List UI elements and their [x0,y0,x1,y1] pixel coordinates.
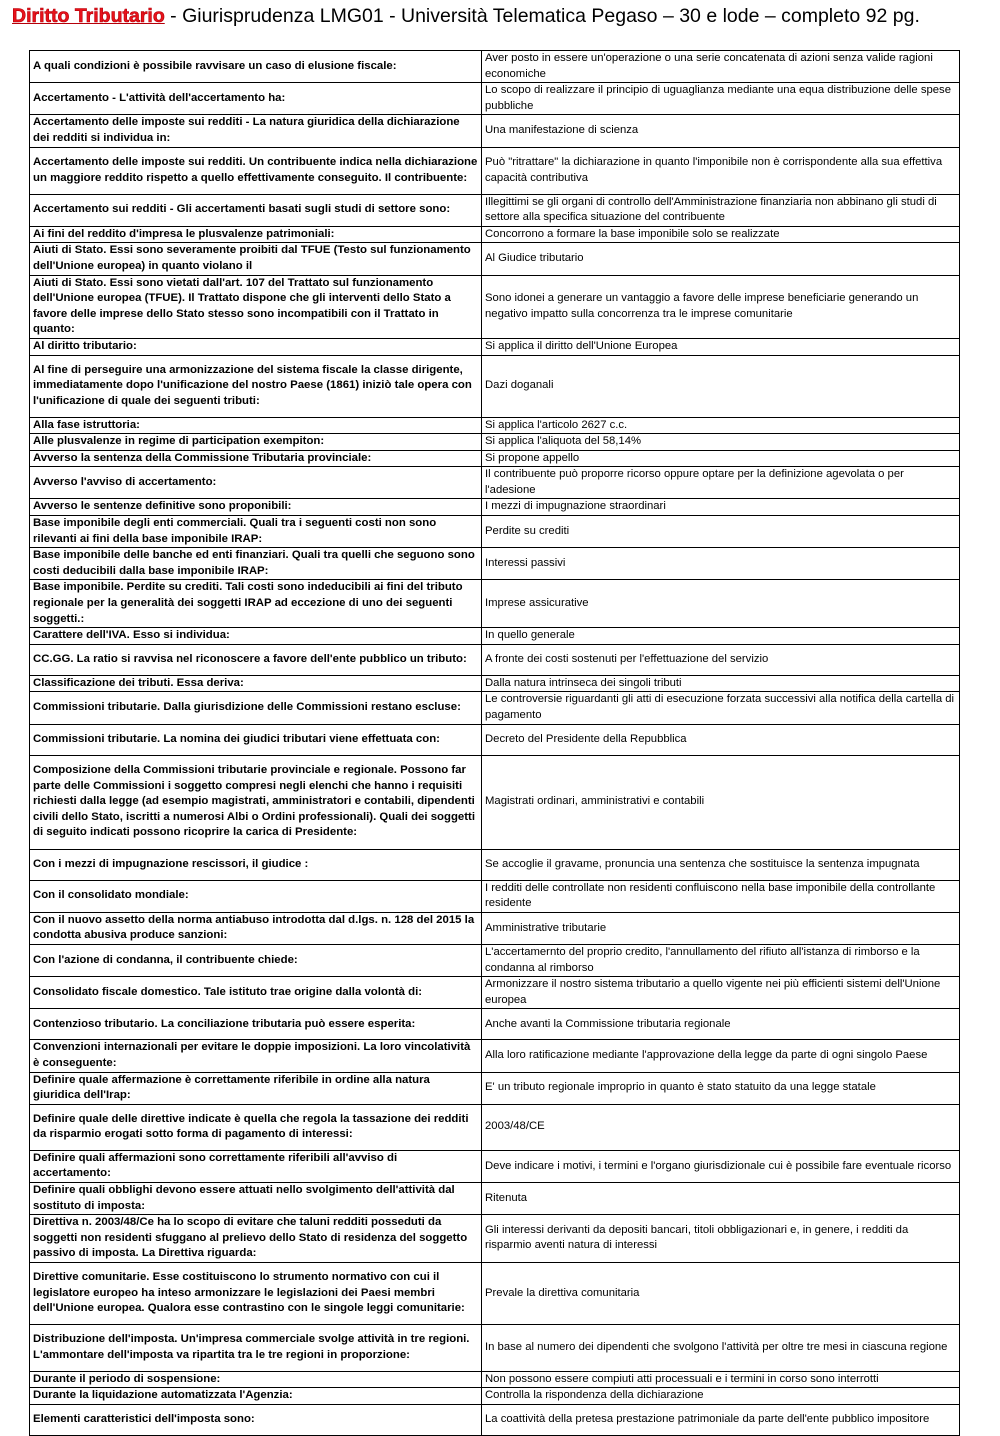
answer-cell: Decreto del Presidente della Repubblica [482,724,960,755]
answer-cell: Le controversie riguardanti gli atti di esecuzione forzata successivi alla notifica della cartella di pagamento [482,692,960,724]
table-row [30,880,960,912]
answer-cell: Aver posto in essere un'operazione o una serie concatenata di azioni senza valide ragioni economiche [482,51,960,83]
answer-cell: Si propone appello [482,450,960,467]
table-row [30,1150,960,1182]
table-row [30,516,960,548]
answer-cell: L'accertamernto del proprio credito, l'annullamento del rifiuto all'istanza di rimborso e la condanna al rimborso [482,944,960,976]
table-row [30,1371,960,1388]
table-row [30,226,960,243]
question-cell: Direttive comunitarie. Esse costituiscono lo strumento normativo con cui il legislatore europeo ha inteso armonizzare le legislazioni dei Paesi membri dell'Unione europea. Qualora esse contrastino con le singole leggi comunitarie: [30,1262,482,1324]
question-cell: Con il nuovo assetto della norma antiabuso introdotta dal d.lgs. n. 128 del 2015 la condotta abusiva produce sanzioni: [30,912,482,944]
table-row [30,1072,960,1104]
answer-cell: In quello generale [482,628,960,645]
question-cell: Al diritto tributario: [30,338,482,355]
question-cell: Avverso la sentenza della Commissione Tributaria provinciale: [30,450,482,467]
answer-cell: I redditi delle controllate non residenti confluiscono nella base imponibile della controllante residente [482,880,960,912]
question-cell: Avverso le sentenze definitive sono proponibili: [30,499,482,516]
table-row [30,692,960,724]
question-cell: Alle plusvalenze in regime di participation exempiton: [30,434,482,451]
table-row [30,1262,960,1324]
page-header [12,4,988,28]
question-cell: Aiuti di Stato. Essi sono severamente proibiti dal TFUE (Testo sul funzionamento dell'Unione europea) in quanto violano il [30,243,482,275]
table-row [30,580,960,628]
table-row [30,944,960,976]
answer-cell: Si applica il diritto dell'Unione Europea [482,338,960,355]
table-row [30,724,960,755]
table-row [30,849,960,880]
answer-cell: E' un tributo regionale improprio in quanto è stato statuito da una legge statale [482,1072,960,1104]
question-cell: CC.GG. La ratio si ravvisa nel riconoscere a favore dell'ente pubblico un tributo: [30,644,482,675]
question-cell: Base imponibile. Perdite su crediti. Tali costi sono indeducibili ai fini del tributo regionale per la generalità dei soggetti IRAP ad eccezione di uno dei seguenti soggetti.: [30,580,482,628]
answer-cell: Lo scopo di realizzare il principio di uguaglianza mediante una equa distribuzione delle spese pubbliche [482,83,960,115]
answer-cell: La coattività della pretesa prestazione patrimoniale da parte dell'ente pubblico impositore [482,1405,960,1436]
answer-cell: Magistrati ordinari, amministrativi e contabili [482,755,960,849]
question-cell: Al fine di perseguire una armonizzazione del sistema fiscale la classe dirigente, immediatamente dopo l'unificazione del nostro Paese (1861) iniziò tale opera con l'unificazione di quale dei seguenti tributi: [30,355,482,417]
table-row [30,51,960,83]
table-row [30,417,960,434]
answer-cell: Concorrono a formare la base imponibile solo se realizzate [482,226,960,243]
question-cell: Alla fase istruttoria: [30,417,482,434]
table-row [30,355,960,417]
question-cell: A quali condizioni è possibile ravvisare un caso di elusione fiscale: [30,51,482,83]
table-row [30,1388,960,1405]
table-row [30,644,960,675]
answer-cell: Prevale la direttiva comunitaria [482,1262,960,1324]
question-cell: Distribuzione dell'imposta. Un'impresa commerciale svolge attività in tre regioni. L'ammontare dell'imposta va ripartita tra le tre regioni in proporzione: [30,1324,482,1371]
table-row [30,243,960,275]
table-row [30,434,960,451]
table-row [30,1215,960,1263]
question-cell: Accertamento sui redditi - Gli accertamenti basati sugli studi di settore sono: [30,194,482,226]
question-cell: Carattere dell'IVA. Esso si individua: [30,628,482,645]
answer-cell: Imprese assicurative [482,580,960,628]
answer-cell: Dazi doganali [482,355,960,417]
answer-cell: Può "ritrattare" la dichiarazione in quanto l'imponibile non è corrispondente alla sua effettiva capacità contributiva [482,147,960,194]
table-row [30,1405,960,1436]
question-cell: Con i mezzi di impugnazione rescissori, il giudice : [30,849,482,880]
table-row [30,115,960,147]
question-cell: Durante la liquidazione automatizzata l'Agenzia: [30,1388,482,1405]
table-row [30,755,960,849]
answer-cell: Sono idonei a generare un vantaggio a favore delle imprese beneficiarie generando un negativo impatto sulla concorrenza tra le imprese comunitarie [482,275,960,338]
question-cell: Elementi caratteristici dell'imposta sono: [30,1405,482,1436]
table-row [30,1040,960,1072]
question-cell: Accertamento delle imposte sui redditi - La natura giuridica della dichiarazione dei redditi si individua in: [30,115,482,147]
question-cell: Avverso l'avviso di accertamento: [30,467,482,499]
table-row [30,912,960,944]
question-cell: Accertamento - L'attività dell'accertamento ha: [30,83,482,115]
table-row [30,194,960,226]
answer-cell: Al Giudice tributario [482,243,960,275]
answer-cell: Controlla la rispondenza della dichiarazione [482,1388,960,1405]
table-row [30,338,960,355]
answer-cell: Gli interessi derivanti da depositi bancari, titoli obbligazionari e, in genere, i redditi da risparmio aventi natura di interessi [482,1215,960,1263]
answer-cell: Si applica l'articolo 2627 c.c. [482,417,960,434]
question-cell: Base imponibile degli enti commerciali. Quali tra i seguenti costi non sono rilevanti ai fini della base imponibile IRAP: [30,516,482,548]
answer-cell: Il contribuente può proporre ricorso oppure optare per la definizione agevolata o per l'adesione [482,467,960,499]
question-cell: Definire quali affermazioni sono correttamente riferibili all'avviso di accertamento: [30,1150,482,1182]
table-row [30,467,960,499]
answer-cell: Deve indicare i motivi, i termini e l'organo giurisdizionale cui è possibile fare eventuale ricorso [482,1150,960,1182]
answer-cell: Illegittimi se gli organi di controllo dell'Amministrazione finanziaria non abbinano gli studi di settore alla specifica situazione del contribuente [482,194,960,226]
table-row [30,499,960,516]
question-cell: Ai fini del reddito d'impresa le plusvalenze patrimoniali: [30,226,482,243]
question-cell: Composizione della Commissioni tributarie provinciale e regionale. Possono far parte delle Commissioni i soggetto compresi negli elenchi che hanno i requisiti richiesti dalla legge (ad esempio magistrati, amministratori e contabili, dipendenti civili dello Stato, iscritti a numerosi Albi o Ordini professionali). Quali dei soggetti di seguito indicati possono ricoprire la carica di Presidente: [30,755,482,849]
table-row [30,1182,960,1214]
table-row [30,1104,960,1150]
table-row [30,83,960,115]
answer-cell: Si applica l'aliquota del 58,14% [482,434,960,451]
answer-cell: Ritenuta [482,1182,960,1214]
answer-cell: Perdite su crediti [482,516,960,548]
question-cell: Direttiva n. 2003/48/Ce ha lo scopo di evitare che taluni redditi posseduti da soggetti non residenti sfuggano al prelievo dello Stato di residenza del soggetto passivo di imposta. La Direttiva riguarda: [30,1215,482,1263]
answer-cell: Anche avanti la Commissione tributaria regionale [482,1009,960,1040]
answer-cell: Dalla natura intrinseca dei singoli tributi [482,675,960,692]
question-cell: Convenzioni internazionali per evitare le doppie imposizioni. La loro vincolatività è conseguente: [30,1040,482,1072]
table-row [30,1009,960,1040]
question-cell: Con l'azione di condanna, il contribuente chiede: [30,944,482,976]
table-row [30,1324,960,1371]
table-row [30,147,960,194]
table-row [30,275,960,338]
answer-cell: Interessi passivi [482,548,960,580]
subject-title: Diritto Tributario [12,5,165,27]
answer-cell: A fronte dei costi sostenuti per l'effettuazione del servizio [482,644,960,675]
table-row [30,977,960,1009]
answer-cell: Amministrative tributarie [482,912,960,944]
answer-cell: I mezzi di impugnazione straordinari [482,499,960,516]
question-cell: Definire quali obblighi devono essere attuati nello svolgimento dell'attività dal sostituto di imposta: [30,1182,482,1214]
answer-cell: Una manifestazione di scienza [482,115,960,147]
header-details: - Giurisprudenza LMG01 - Università Telematica Pegaso – 30 e lode – completo 92 pg. [164,5,920,27]
table-row [30,548,960,580]
question-cell: Aiuti di Stato. Essi sono vietati dall'art. 107 del Trattato sul funzionamento dell'Unione europea (TFUE). Il Trattato dispone che gli interventi dello Stato a favore delle imprese dello Stato stesso sono incompatibili con il Trattato in quanto: [30,275,482,338]
answer-cell: Non possono essere compiuti atti processuali e i termini in corso sono interrotti [482,1371,960,1388]
question-cell: Definire quale delle direttive indicate è quella che regola la tassazione dei redditi da risparmio erogati sotto forma di pagamento di interessi: [30,1104,482,1150]
answer-cell: 2003/48/CE [482,1104,960,1150]
answer-cell: Alla loro ratificazione mediante l'approvazione della legge da parte di ogni singolo Paese [482,1040,960,1072]
question-cell: Definire quale affermazione è correttamente riferibile in ordine alla natura giuridica dell'Irap: [30,1072,482,1104]
table-row [30,628,960,645]
question-cell: Accertamento delle imposte sui redditi. Un contribuente indica nella dichiarazione un maggiore reddito rispetto a quello effettivamente conseguito. Il contribuente: [30,147,482,194]
question-cell: Consolidato fiscale domestico. Tale istituto trae origine dalla volontà di: [30,977,482,1009]
table-row [30,450,960,467]
answer-cell: Armonizzare il nostro sistema tributario a quello vigente nei più efficienti sistemi dell'Unione europea [482,977,960,1009]
question-cell: Commissioni tributarie. La nomina dei giudici tributari viene effettuata con: [30,724,482,755]
answer-cell: In base al numero dei dipendenti che svolgono l'attività per oltre tre mesi in ciascuna regione [482,1324,960,1371]
question-cell: Commissioni tributarie. Dalla giurisdizione delle Commissioni restano escluse: [30,692,482,724]
question-cell: Contenzioso tributario. La conciliazione tributaria può essere esperita: [30,1009,482,1040]
question-cell: Classificazione dei tributi. Essa deriva: [30,675,482,692]
question-cell: Base imponibile delle banche ed enti finanziari. Quali tra quelli che seguono sono costi deducibili dalla base imponibile IRAP: [30,548,482,580]
question-cell: Con il consolidato mondiale: [30,880,482,912]
table-row [30,675,960,692]
question-cell: Durante il periodo di sospensione: [30,1371,482,1388]
qa-table [29,50,960,1436]
qa-table-body [30,51,960,1436]
answer-cell: Se accoglie il gravame, pronuncia una sentenza che sostituisce la sentenza impugnata [482,849,960,880]
